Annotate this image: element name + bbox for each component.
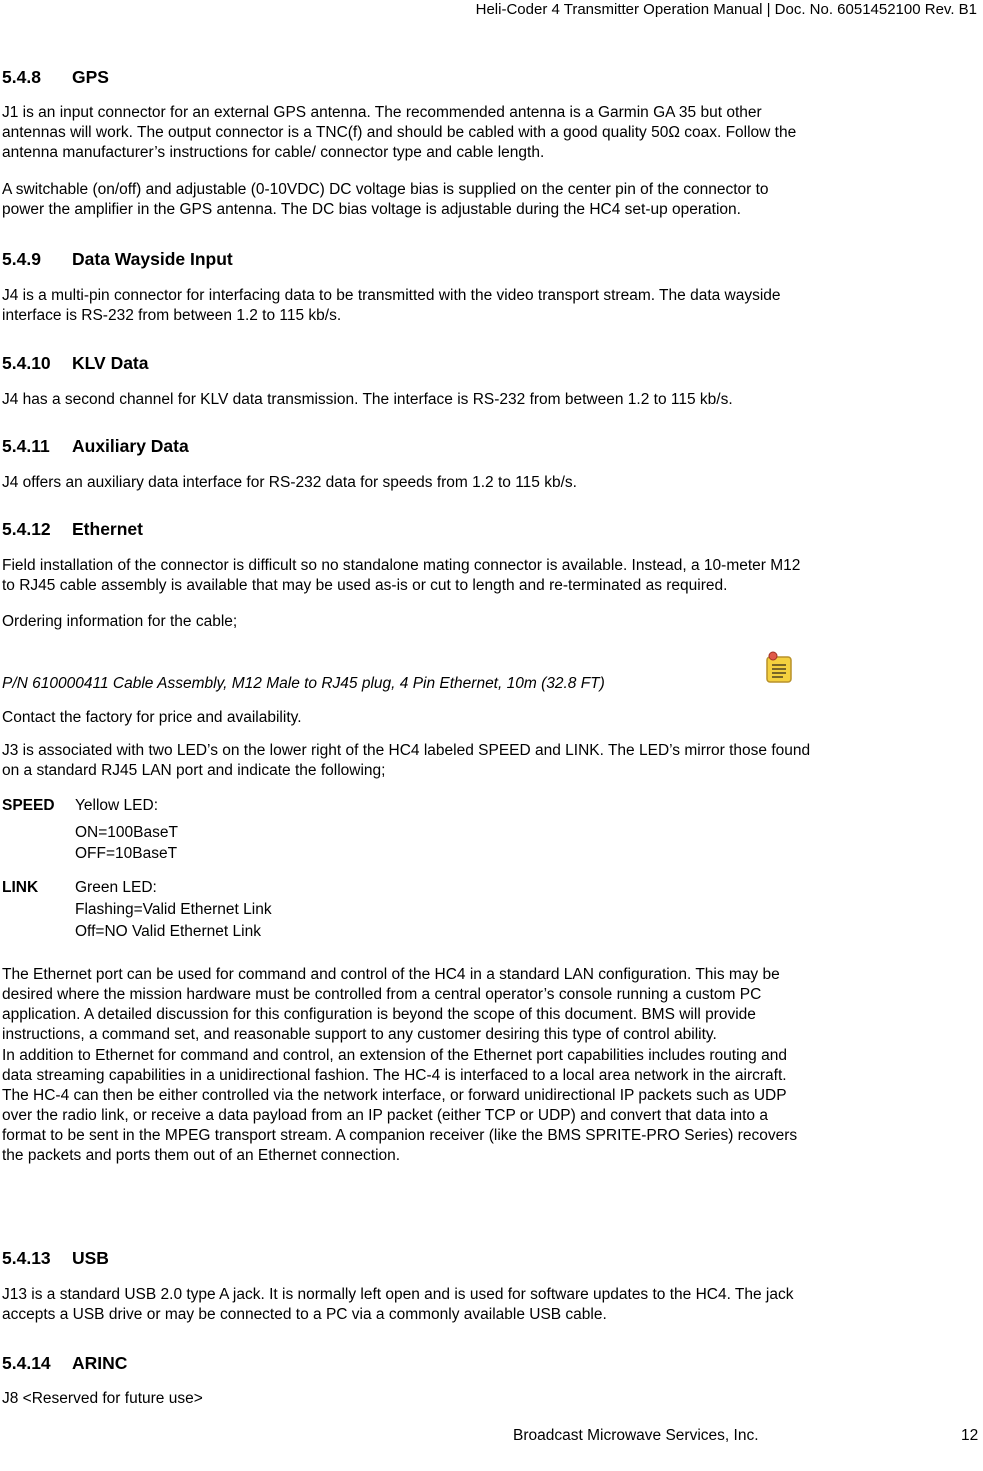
section-number: 5.4.14	[2, 1353, 51, 1373]
text-line: The Ethernet port can be used for command and control of the HC4 in a standard LAN configuration. This may be	[2, 966, 780, 983]
sticky-note-icon[interactable]	[764, 650, 794, 684]
section-title: USB	[72, 1248, 109, 1268]
footer-company: Broadcast Microwave Services, Inc.	[513, 1427, 759, 1444]
text-line: A switchable (on/off) and adjustable (0-10VDC) DC voltage bias is supplied on the center pin of the connector to	[2, 181, 769, 198]
text-line: over the radio link, or receive a data payload from an IP packet (either TCP or UDP) and convert that data into a	[2, 1107, 768, 1124]
section-title: KLV Data	[72, 353, 149, 373]
auxiliary-paragraph: J4 offers an auxiliary data interface for RS-232 data for speeds from 1.2 to 115 kb/s.	[2, 474, 577, 491]
section-title: Ethernet	[72, 519, 143, 539]
section-title: Auxiliary Data	[72, 436, 189, 456]
section-heading-usb	[2, 1248, 109, 1268]
section-heading-data-wayside	[2, 249, 233, 269]
section-title: GPS	[72, 67, 109, 87]
section-heading-gps	[2, 67, 109, 87]
text-line: on a standard RJ45 LAN port and indicate the following;	[2, 762, 386, 779]
part-number-line: P/N 610000411 Cable Assembly, M12 Male to RJ45 plug, 4 Pin Ethernet, 10m (32.8 FT)	[2, 675, 605, 692]
section-number: 5.4.9	[2, 249, 41, 269]
text-line: antennas will work. The output connector is a TNC(f) and should be cabled with a good quality 50Ω coax. Follow the	[2, 124, 797, 141]
text-line: J3 is associated with two LED’s on the lower right of the HC4 labeled SPEED and LINK. The LED’s mirror those found	[2, 742, 811, 759]
link-flashing-state: Flashing=Valid Ethernet Link	[75, 901, 272, 918]
led-description	[2, 741, 982, 781]
section-heading-ethernet	[2, 519, 143, 539]
link-off-state: Off=NO Valid Ethernet Link	[75, 923, 261, 940]
speed-off-state: OFF=10BaseT	[75, 845, 178, 862]
text-line: interface is RS-232 from between 1.2 to 115 kb/s.	[2, 307, 342, 324]
link-label: LINK	[2, 879, 39, 896]
usb-paragraph	[2, 1285, 982, 1325]
ethernet-routing-paragraph	[2, 1046, 982, 1166]
gps-paragraph-2	[2, 180, 982, 220]
text-line: to RJ45 cable assembly is available that may be used as-is or cut to length and re-terminated as required.	[2, 577, 728, 594]
text-line: desired where the mission hardware must be controlled from a central operator’s console running a custom PC	[2, 986, 762, 1003]
text-line: Field installation of the connector is difficult so no standalone mating connector is available. Instead, a 10-meter M12	[2, 557, 801, 574]
ordering-info: Ordering information for the cable;	[2, 613, 238, 630]
text-line: format to be sent in the MPEG transport stream. A companion receiver (like the BMS SPRITE-PRO Series) recovers	[2, 1127, 798, 1144]
wayside-paragraph	[2, 286, 982, 326]
contact-factory: Contact the factory for price and availability.	[2, 709, 302, 726]
section-number: 5.4.11	[2, 436, 50, 456]
text-line: The HC-4 can then be either controlled via the network interface, or forward unidirectional IP packets such as UDP	[2, 1087, 787, 1104]
section-number: 5.4.10	[2, 353, 51, 373]
klv-paragraph: J4 has a second channel for KLV data transmission. The interface is RS-232 from between 1.2 to 115 kb/s.	[2, 391, 733, 408]
section-number: 5.4.8	[2, 67, 41, 87]
speed-on-state: ON=100BaseT	[75, 824, 178, 841]
text-line: J13 is a standard USB 2.0 type A jack. It is normally left open and is used for software updates to the HC4. The jack	[2, 1286, 794, 1303]
text-line: J4 is a multi-pin connector for interfacing data to be transmitted with the video transport stream. The data wayside	[2, 287, 781, 304]
section-number: 5.4.13	[2, 1248, 51, 1268]
page-header: Heli-Coder 4 Transmitter Operation Manual | Doc. No. 6051452100 Rev. B1	[475, 1, 977, 18]
text-line: J1 is an input connector for an external GPS antenna. The recommended antenna is a Garmin GA 35 but other	[2, 104, 762, 121]
page-number: 12	[961, 1427, 979, 1444]
speed-led-color: Yellow LED:	[75, 797, 159, 814]
section-title: ARINC	[72, 1353, 128, 1373]
text-line: application. A detailed discussion for this configuration is beyond the scope of this document. BMS will provide	[2, 1006, 756, 1023]
ethernet-command-paragraph	[2, 965, 982, 1045]
arinc-paragraph: J8 <Reserved for future use>	[2, 1390, 203, 1407]
section-number: 5.4.12	[2, 519, 51, 539]
section-heading-klv	[2, 353, 149, 373]
section-heading-arinc	[2, 1353, 127, 1373]
section-title: Data Wayside Input	[72, 249, 233, 269]
text-line: data streaming capabilities in a unidirectional fashion. The HC-4 is interfaced to a local area network in the aircraft.	[2, 1067, 787, 1084]
gps-paragraph-1	[2, 103, 982, 163]
speed-label: SPEED	[2, 797, 55, 814]
ethernet-paragraph-1	[2, 556, 982, 596]
text-line: antenna manufacturer’s instructions for cable/ connector type and cable length.	[2, 144, 545, 161]
link-led-color: Green LED:	[75, 879, 157, 896]
section-heading-auxiliary	[2, 436, 189, 456]
text-line: power the amplifier in the GPS antenna. The DC bias voltage is adjustable during the HC4 set-up operation.	[2, 201, 741, 218]
text-line: In addition to Ethernet for command and control, an extension of the Ethernet port capabilities includes routing and	[2, 1047, 787, 1064]
text-line: accepts a USB drive or may be connected to a PC via a commonly available USB cable.	[2, 1306, 607, 1323]
text-line: instructions, a command set, and reasonable support to any customer desiring this type of control ability.	[2, 1026, 717, 1043]
text-line: the packets and ports them out of an Ethernet connection.	[2, 1147, 401, 1164]
